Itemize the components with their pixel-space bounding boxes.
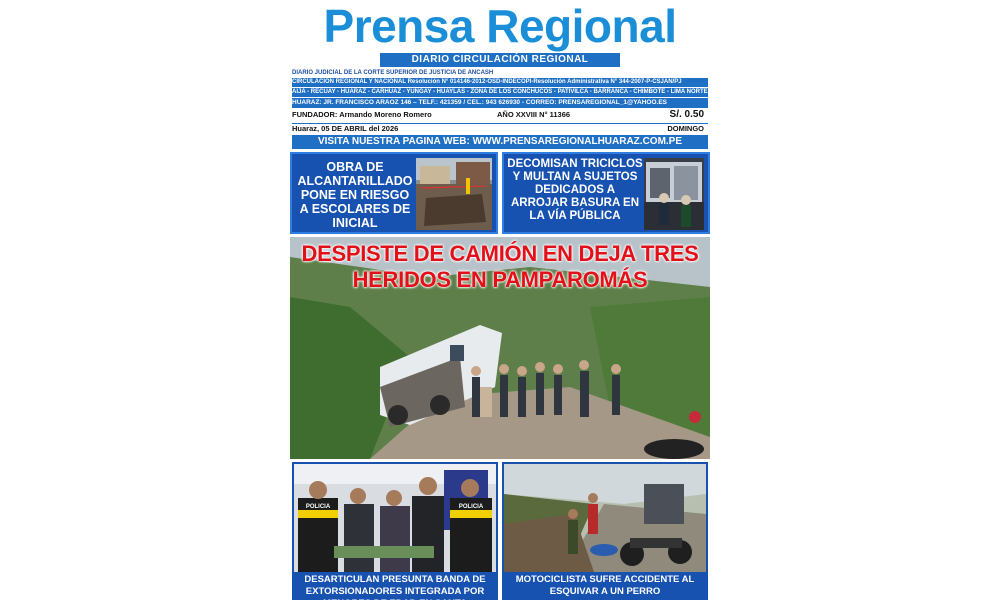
judicial-note: DIARIO JUDICIAL DE LA CORTE SUPERIOR DE JUSTICIA DE ANCASH bbox=[292, 70, 494, 76]
issue-weekday: DOMINGO bbox=[667, 124, 704, 133]
photo-excavation bbox=[416, 158, 492, 230]
contact-info: HUARAZ: JR. FRANCISCO ARAOZ 146 – TELF.: 421359 / CEL.: 943 626930 - CORREO: PRENSAREGIONAL_1@YAHOO.ES bbox=[292, 98, 708, 108]
photo-motorcycle-accident bbox=[504, 464, 706, 572]
story-motorcycle-accident[interactable] bbox=[502, 462, 708, 600]
newspaper-subtitle: DIARIO CIRCULACIÓN REGIONAL bbox=[380, 53, 620, 67]
main-headline: DESPISTE DE CAMIÓN EN DEJA TRES HERIDOS EN PAMPAROMÁS bbox=[301, 241, 699, 292]
story-headline: OBRA DE ALCANTARILLADO PONE EN RIESGO A ESCOLARES DE INICIAL bbox=[297, 160, 413, 230]
main-story[interactable] bbox=[290, 237, 710, 459]
date-row bbox=[292, 123, 708, 134]
story-headline: MOTOCICLISTA SUFRE ACCIDENTE AL ESQUIVAR A UN PERRO bbox=[515, 574, 695, 597]
photo-police-detainees bbox=[294, 464, 496, 572]
story-headline: DESARTICULAN PRESUNTA BANDA DE EXTORSIONADORES INTEGRADA POR MENORES DE EDAD EN SANTA bbox=[304, 574, 486, 609]
story-sewer-work[interactable] bbox=[290, 152, 498, 234]
photo-trucks bbox=[644, 158, 704, 230]
issue-number: AÑO XXVIII N° 11366 bbox=[497, 110, 571, 119]
police-vest-label-right: POLICIA bbox=[458, 504, 484, 510]
story-headline: DECOMISAN TRICICLOS Y MULTAN A SUJETOS DEDICADOS A ARROJAR BASURA EN LA VÍA PÚBLICA bbox=[507, 158, 643, 222]
newspaper-front-page bbox=[290, 0, 710, 609]
story-extortion-band[interactable] bbox=[292, 462, 498, 609]
cities-list: AIJA - RECUAY - HUARAZ - CARHUAZ - YUNGAY - HUAYLAS - ZONA DE LOS CONCHUCOS - PATIVILCA - BARRANCA - CHIMBOTE - LIMA NORTE bbox=[292, 89, 708, 95]
police-vest-label-left: POLICIA bbox=[305, 504, 331, 510]
issue-price: S/. 0.50 bbox=[669, 109, 704, 120]
website-banner[interactable]: VISITA NUESTRA PAGINA WEB: WWW.PRENSAREGIONALHUARAZ.COM.PE bbox=[292, 135, 708, 149]
newspaper-title: Prensa Regional bbox=[323, 0, 677, 52]
circulation-note: CIRCULACIÓN REGIONAL Y NACIONAL Resolución N° 014146-2012-OSD-INDECOPI-Resolución Administrativa N° 344-2007-P-CSJAN/PJ bbox=[292, 78, 708, 87]
story-tricycles[interactable] bbox=[502, 152, 710, 234]
founder-label: FUNDADOR: Armando Moreno Romero bbox=[292, 110, 432, 119]
issue-date: Huaraz, 05 DE ABRIL del 2026 bbox=[292, 124, 399, 133]
issue-info-row bbox=[292, 110, 708, 120]
